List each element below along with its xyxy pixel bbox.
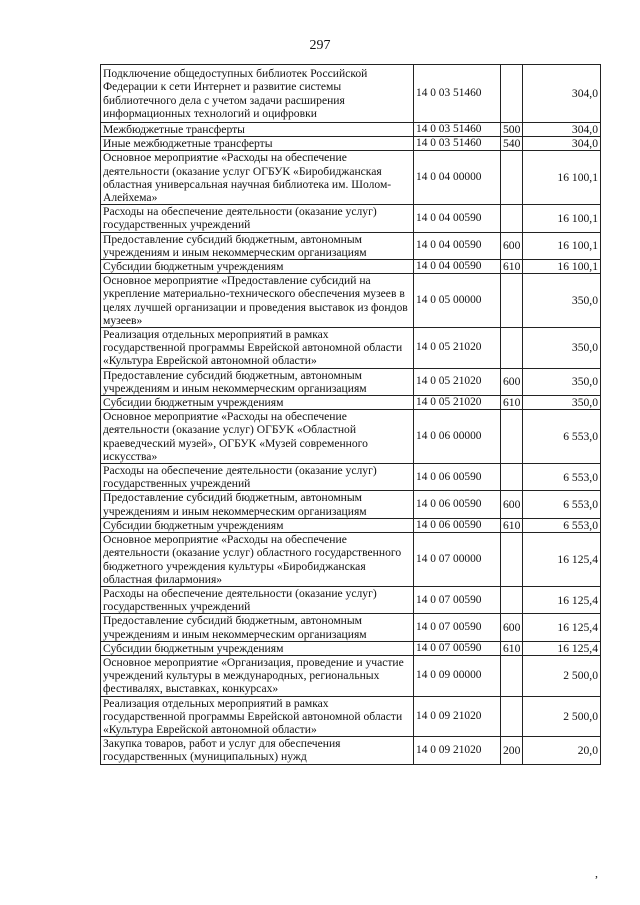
- row-expense-type: 600: [501, 232, 523, 259]
- row-name: Предоставление субсидий бюджетным, автономным учреждениям и иным некоммерческим организациям: [101, 614, 414, 641]
- row-name: Реализация отдельных мероприятий в рамках государственной программы Еврейской автономной области «Культура Еврейской автономной области»: [101, 328, 414, 369]
- row-target-article: 14 0 07 00590: [414, 614, 501, 641]
- row-expense-type: 500: [501, 123, 523, 137]
- row-expense-type: 610: [501, 260, 523, 274]
- table-row: [101, 696, 601, 737]
- corner-mark: ,: [595, 866, 598, 880]
- table-row: [101, 410, 601, 464]
- row-name: Субсидии бюджетным учреждениям: [101, 641, 414, 655]
- row-expense-type: [501, 205, 523, 232]
- row-amount: 6 553,0: [523, 518, 601, 532]
- row-name: Субсидии бюджетным учреждениям: [101, 396, 414, 410]
- row-expense-type: [501, 655, 523, 696]
- row-amount: 16 100,1: [523, 232, 601, 259]
- row-target-article: 14 0 07 00590: [414, 641, 501, 655]
- row-amount: 16 100,1: [523, 151, 601, 205]
- table-row: [101, 491, 601, 518]
- row-target-article: 14 0 07 00000: [414, 533, 501, 587]
- row-expense-type: [501, 464, 523, 491]
- row-expense-type: [501, 274, 523, 328]
- table-row: [101, 533, 601, 587]
- row-amount: 2 500,0: [523, 696, 601, 737]
- row-expense-type: 610: [501, 641, 523, 655]
- row-name: Межбюджетные трансферты: [101, 123, 414, 137]
- row-target-article: 14 0 05 21020: [414, 328, 501, 369]
- row-amount: 16 125,4: [523, 641, 601, 655]
- row-amount: 16 125,4: [523, 533, 601, 587]
- row-target-article: 14 0 07 00590: [414, 586, 501, 613]
- row-amount: 350,0: [523, 274, 601, 328]
- row-name: Основное мероприятие «Расходы на обеспечение деятельности (оказание услуг ОГБУК «Биробиджанская областная универсальная научная библиотека им. Шолом-Алейхема»: [101, 151, 414, 205]
- row-name: Основное мероприятие «Расходы на обеспечение деятельности (оказание услуг) ОГБУК «Областной краеведческий музей», ОГБУК «Музей современного искусства»: [101, 410, 414, 464]
- row-expense-type: [501, 696, 523, 737]
- row-amount: 16 100,1: [523, 205, 601, 232]
- row-expense-type: [501, 586, 523, 613]
- row-expense-type: [501, 328, 523, 369]
- row-expense-type: 610: [501, 518, 523, 532]
- row-amount: 6 553,0: [523, 491, 601, 518]
- table-row: [101, 205, 601, 232]
- row-amount: 6 553,0: [523, 464, 601, 491]
- row-target-article: 14 0 04 00000: [414, 151, 501, 205]
- row-name: Реализация отдельных мероприятий в рамках государственной программы Еврейской автономной области «Культура Еврейской автономной области»: [101, 696, 414, 737]
- row-amount: 350,0: [523, 328, 601, 369]
- row-target-article: 14 0 04 00590: [414, 205, 501, 232]
- row-amount: 20,0: [523, 737, 601, 764]
- row-name: Иные межбюджетные трансферты: [101, 137, 414, 151]
- row-target-article: 14 0 05 00000: [414, 274, 501, 328]
- row-amount: 16 125,4: [523, 614, 601, 641]
- row-target-article: 14 0 05 21020: [414, 368, 501, 395]
- row-expense-type: 600: [501, 368, 523, 395]
- table-row: [101, 518, 601, 532]
- page-number: 297: [309, 38, 331, 53]
- row-expense-type: 200: [501, 737, 523, 764]
- row-expense-type: [501, 533, 523, 587]
- table-row: [101, 737, 601, 764]
- row-amount: 350,0: [523, 368, 601, 395]
- row-target-article: 14 0 03 51460: [414, 123, 501, 137]
- row-target-article: 14 0 04 00590: [414, 260, 501, 274]
- table-row: [101, 641, 601, 655]
- row-name: Субсидии бюджетным учреждениям: [101, 260, 414, 274]
- row-target-article: 14 0 06 00590: [414, 518, 501, 532]
- row-expense-type: 600: [501, 614, 523, 641]
- row-amount: 6 553,0: [523, 410, 601, 464]
- table-row: [101, 65, 601, 123]
- table-row: [101, 328, 601, 369]
- row-name: Субсидии бюджетным учреждениям: [101, 518, 414, 532]
- row-target-article: 14 0 09 21020: [414, 696, 501, 737]
- table-row: [101, 151, 601, 205]
- row-name: Предоставление субсидий бюджетным, автономным учреждениям и иным некоммерческим организациям: [101, 491, 414, 518]
- row-target-article: 14 0 06 00590: [414, 464, 501, 491]
- row-amount: 304,0: [523, 137, 601, 151]
- row-target-article: 14 0 06 00590: [414, 491, 501, 518]
- row-name: Подключение общедоступных библиотек Российской Федерации к сети Интернет и развитие системы библиотечного дела с учетом задачи расширения информационных технологий и оцифровки: [101, 65, 414, 123]
- row-target-article: 14 0 09 21020: [414, 737, 501, 764]
- table-row: [101, 260, 601, 274]
- row-amount: 16 125,4: [523, 586, 601, 613]
- table-row: [101, 655, 601, 696]
- row-name: Основное мероприятие «Предоставление субсидий на укрепление материально-технического обеспечения музеев в целях лучшей организации и проведения выставок из фондов музеев»: [101, 274, 414, 328]
- budget-table-body: [101, 65, 601, 765]
- row-name: Закупка товаров, работ и услуг для обеспечения государственных (муниципальных) нужд: [101, 737, 414, 764]
- table-row: [101, 232, 601, 259]
- table-row: [101, 396, 601, 410]
- row-amount: 2 500,0: [523, 655, 601, 696]
- row-amount: 304,0: [523, 65, 601, 123]
- row-target-article: 14 0 04 00590: [414, 232, 501, 259]
- table-row: [101, 586, 601, 613]
- row-target-article: 14 0 03 51460: [414, 65, 501, 123]
- table-row: [101, 464, 601, 491]
- row-expense-type: [501, 65, 523, 123]
- row-name: Предоставление субсидий бюджетным, автономным учреждениям и иным некоммерческим организациям: [101, 368, 414, 395]
- row-expense-type: 600: [501, 491, 523, 518]
- table-row: [101, 368, 601, 395]
- row-expense-type: [501, 151, 523, 205]
- row-name: Расходы на обеспечение деятельности (оказание услуг) государственных учреждений: [101, 464, 414, 491]
- budget-table: [100, 64, 601, 765]
- row-amount: 304,0: [523, 123, 601, 137]
- table-row: [101, 123, 601, 137]
- table-row: [101, 137, 601, 151]
- row-name: Расходы на обеспечение деятельности (оказание услуг) государственных учреждений: [101, 205, 414, 232]
- row-name: Расходы на обеспечение деятельности (оказание услуг) государственных учреждений: [101, 586, 414, 613]
- row-target-article: 14 0 03 51460: [414, 137, 501, 151]
- row-amount: 16 100,1: [523, 260, 601, 274]
- row-amount: 350,0: [523, 396, 601, 410]
- row-name: Основное мероприятие «Расходы на обеспечение деятельности (оказание услуг) областного государственного бюджетного учреждения культуры «Биробиджанская областная филармония»: [101, 533, 414, 587]
- row-target-article: 14 0 05 21020: [414, 396, 501, 410]
- row-target-article: 14 0 06 00000: [414, 410, 501, 464]
- table-row: [101, 614, 601, 641]
- row-expense-type: 540: [501, 137, 523, 151]
- row-name: Предоставление субсидий бюджетным, автономным учреждениям и иным некоммерческим организациям: [101, 232, 414, 259]
- row-name: Основное мероприятие «Организация, проведение и участие учреждений культуры в международных, региональных фестивалях, выставках, конкурсах»: [101, 655, 414, 696]
- row-expense-type: 610: [501, 396, 523, 410]
- row-target-article: 14 0 09 00000: [414, 655, 501, 696]
- row-expense-type: [501, 410, 523, 464]
- table-row: [101, 274, 601, 328]
